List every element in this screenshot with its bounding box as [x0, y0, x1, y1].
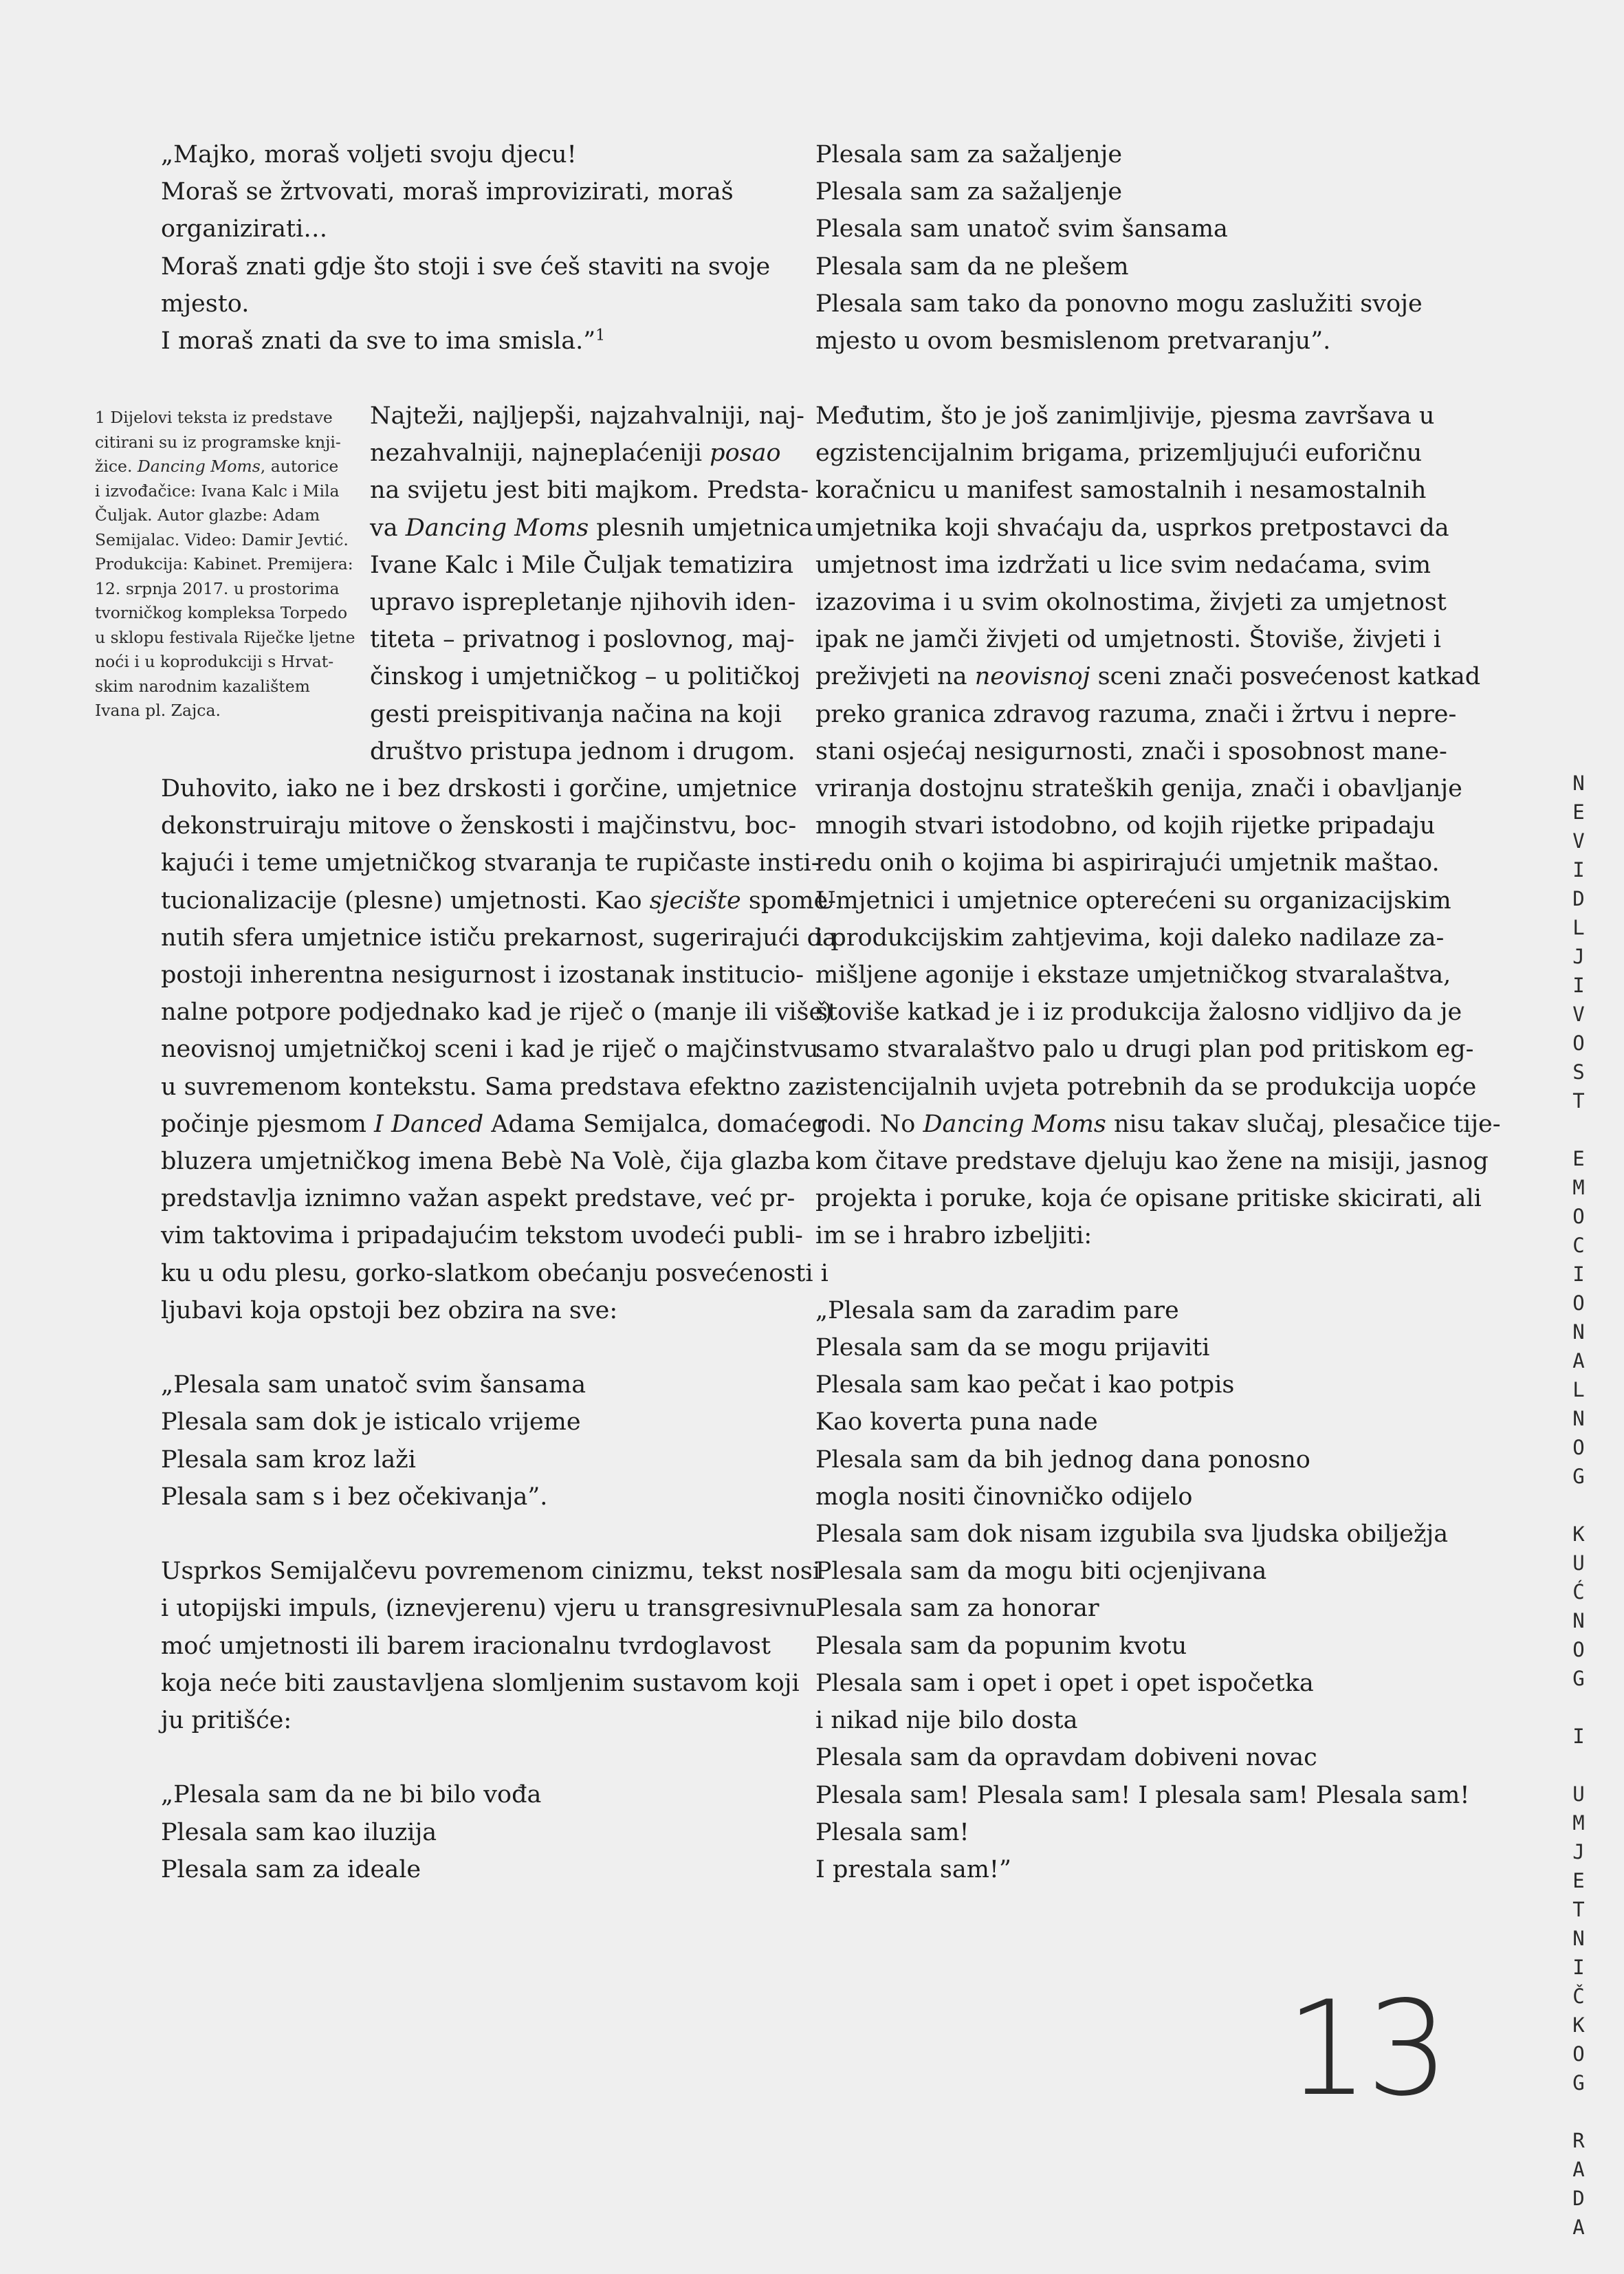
footnote-line: tvorničkog kompleksa Torpedo [95, 603, 348, 622]
running-title-letter: A [1572, 1349, 1585, 1373]
running-title-letter: K [1572, 1522, 1585, 1546]
left-column-line: Usprkos Semijalčevu povremenom cinizmu, tekst nosi [161, 1557, 821, 1586]
running-title-letter [1565, 1115, 1592, 1144]
right-column-line: Plesala sam da opravdam dobiveni novac [815, 1744, 1317, 1772]
right-column-line: mogla nositi činovničko odijelo [815, 1483, 1193, 1511]
left-column-line: „Plesala sam unatoč svim šansama [161, 1371, 586, 1399]
left-column-line: koja neće biti zaustavljena slomljenim sustavom koji [161, 1669, 800, 1697]
opening-quote-line: Moraš znati gdje što stoji i sve ćeš staviti na svoje [161, 252, 771, 281]
right-column-line: mnogih stvari istodobno, od kojih rijetke pripadaju [815, 812, 1436, 840]
opening-quote-line: organizirati… [161, 215, 328, 243]
song-quote-line: Plesala sam za sažaljenje [815, 141, 1123, 168]
running-title-letter: M [1572, 1811, 1585, 1835]
left-column-line: vim taktovima i pripadajućim tekstom uvodeći publi- [161, 1222, 803, 1250]
running-title-letter: O [1572, 2042, 1585, 2066]
left-column-line: moć umjetnosti ili barem iracionalnu tvrdoglavost [161, 1632, 771, 1660]
right-column-text [815, 397, 1501, 1888]
left-column-line: Plesala sam kroz laži [161, 1445, 416, 1474]
right-column-line: štoviše katkad je i iz produkcija žalosno vidljivo da je [815, 998, 1462, 1027]
left-column-line: dekonstruiraju mitove o ženskosti i majčinstvu, boc- [161, 812, 797, 840]
left-column-line: va Dancing Moms plesnih umjetnica [370, 514, 813, 542]
footnote-line: 12. srpnja 2017. u prostorima [95, 578, 340, 598]
running-title-letter: O [1572, 1436, 1585, 1459]
right-column-line: Plesala sam da se mogu prijaviti [815, 1334, 1210, 1362]
right-column-line: ipak ne jamči živjeti od umjetnosti. Štoviše, živjeti i [815, 626, 1441, 654]
running-title-letter: T [1572, 1898, 1585, 1921]
left-column-line: Plesala sam dok je isticalo vrijeme [161, 1408, 581, 1436]
right-column-line: Plesala sam da popunim kvotu [815, 1632, 1187, 1660]
opening-quote [161, 136, 770, 360]
opening-quote-line: Moraš se žrtvovati, moraš improvizirati, moraš [161, 178, 734, 206]
paragraph-gap [161, 1516, 837, 1553]
left-column-line: društvo pristupa jednom i drugom. [370, 737, 795, 765]
opening-quote-line: I moraš znati da sve to ima smisla.”$^1$ [161, 327, 606, 356]
running-title-letter: N [1572, 772, 1585, 795]
running-title-letter: T [1572, 1089, 1585, 1113]
paragraph-gap [815, 1255, 1501, 1292]
left-column-line: u suvremenom kontekstu. Sama predstava efektno za- [161, 1073, 824, 1101]
page-number: 13 [1286, 1973, 1447, 2125]
right-column-line: redu onih o kojima bi aspirirajući umjetnik maštao. [815, 849, 1440, 877]
footnote-line: žice. Dancing Moms, autorice [95, 457, 339, 476]
right-column-line: vriranja dostojnu strateških genija, znači i obavljanje [815, 775, 1462, 803]
running-title-letter: Ć [1572, 1580, 1585, 1604]
left-column-line: nalne potpore podjednako kad je riječ o (manje ili više) [161, 998, 833, 1027]
left-column-line: tucionalizacije (plesne) umjetnosti. Kao sjecište spome- [161, 886, 837, 915]
paragraph-gap [161, 1329, 837, 1366]
right-column-line: Plesala sam kao pečat i kao potpis [815, 1371, 1235, 1399]
left-column-line: Plesala sam kao iluzija [161, 1818, 437, 1846]
running-title-letter: R [1572, 2129, 1585, 2152]
running-title-letter: U [1572, 1551, 1585, 1575]
running-title-letter: D [1572, 2187, 1585, 2210]
running-title-letter: I [1572, 1725, 1585, 1748]
running-title-letter: K [1572, 2013, 1585, 2037]
left-column-line: ju pritišće: [161, 1707, 292, 1735]
running-title-letter: O [1572, 1291, 1585, 1315]
left-column-line: postoji inherentna nesigurnost i izostanak institucio- [161, 961, 804, 990]
left-column-line: gesti preispitivanja načina na koji [370, 700, 782, 728]
right-column-line: Plesala sam dok nisam izgubila sva ljudska obilježja [815, 1520, 1449, 1549]
running-title-letter: O [1572, 1638, 1585, 1661]
right-column-line: egzistencijalnim brigama, prizemljujući euforičnu [815, 439, 1423, 468]
footnote-line: citirani su iz programske knji- [95, 432, 341, 452]
left-column-line: ku u odu plesu, gorko-slatkom obećanju posvećenosti i [161, 1259, 829, 1287]
footnote-line: Ivana pl. Zajca. [95, 701, 221, 720]
opening-quote-line: „Majko, moraš voljeti svoju djecu! [161, 141, 577, 168]
right-column-line: projekta i poruke, koja će opisane pritiske skicirati, ali [815, 1185, 1482, 1213]
right-column-line: umjetnost ima izdržati u lice svim nedaćama, svim [815, 551, 1431, 579]
running-title-letter: G [1572, 1465, 1585, 1488]
footnote-line: Semijalac. Video: Damir Jevtić. [95, 529, 349, 549]
paragraph-gap [161, 1739, 837, 1776]
song-quote-line: Plesala sam za sažaljenje [815, 178, 1123, 206]
running-title-letter: O [1572, 1205, 1585, 1228]
running-title-letter: N [1572, 1609, 1585, 1632]
left-column-line: neovisnoj umjetničkoj sceni i kad je riječ o majčinstvu [161, 1036, 819, 1064]
running-title-letter: L [1572, 916, 1585, 939]
running-title-letter: A [1572, 2158, 1585, 2181]
footnote-line: Produkcija: Kabinet. Premijera: [95, 554, 353, 573]
running-title-letter: G [1572, 2071, 1585, 2095]
left-column-line: bluzera umjetničkog imena Bebè Na Volè, čija glazba [161, 1148, 811, 1176]
running-title-letter: E [1572, 1869, 1585, 1892]
running-title-letter: I [1572, 1262, 1585, 1286]
running-title-letter: E [1572, 1147, 1585, 1170]
left-column-line: predstavlja iznimno važan aspekt predstave, već pr- [161, 1185, 795, 1213]
right-column-line: I prestala sam!” [815, 1855, 1011, 1883]
left-column-line: „Plesala sam da ne bi bilo vođa [161, 1781, 542, 1809]
song-quote-line: Plesala sam tako da ponovno mogu zaslužiti svoje [815, 289, 1423, 318]
right-column-line: preživjeti na neovisnoj sceni znači posvećenost katkad [815, 663, 1481, 691]
running-title-letter: E [1572, 800, 1585, 824]
song-quote-line: Plesala sam unatoč svim šansama [815, 215, 1228, 243]
song-quote-continued [815, 136, 1423, 360]
opening-quote-line: mjesto. [161, 289, 250, 318]
running-title-letter: V [1572, 1003, 1585, 1026]
song-quote-line: Plesala sam da ne plešem [815, 252, 1129, 281]
right-column-line: „Plesala sam da zaradim pare [815, 1296, 1179, 1324]
right-column-line: Međutim, što je još zanimljivije, pjesma završava u [815, 402, 1435, 430]
right-column-line: i produkcijskim zahtjevima, koji daleko nadilaze za- [815, 923, 1445, 952]
footnote-reference: 1 [595, 327, 606, 345]
left-column-line: Najteži, najljepši, najzahvalniji, naj- [370, 402, 804, 430]
right-column-line: rodi. No Dancing Moms nisu takav slučaj, plesačice tije- [815, 1110, 1501, 1138]
left-column-text [161, 397, 837, 1888]
left-column-line: Plesala sam s i bez očekivanja”. [161, 1483, 548, 1511]
right-column-line: im se i hrabro izbeljiti: [815, 1222, 1093, 1250]
right-column-line: izazovima i u svim okolnostima, živjeti za umjetnost [815, 589, 1447, 617]
running-title-letter: L [1572, 1378, 1585, 1401]
left-column-line: nezahvalniji, najneplaćeniji posao [370, 439, 781, 468]
right-column-line: preko granica zdravog razuma, znači i žrtvu i nepre- [815, 700, 1457, 728]
running-title-letter: Č [1572, 1985, 1585, 2008]
running-title-letter: O [1572, 1031, 1585, 1055]
left-column-line: Duhovito, iako ne i bez drskosti i gorčine, umjetnice [161, 775, 798, 803]
left-column-line: kajući i teme umjetničkog stvaranja te rupičaste insti- [161, 849, 820, 877]
right-column-line: Plesala sam za honorar [815, 1595, 1099, 1623]
footnote-line: u sklopu festivala Riječke ljetne [95, 627, 355, 647]
right-column-line: Plesala sam! [815, 1818, 969, 1846]
right-column-line: zistencijalnih uvjeta potrebnih da se produkcija uopće [815, 1073, 1477, 1101]
left-column-line: i utopijski impuls, (iznevjerenu) vjeru u transgresivnu [161, 1595, 817, 1623]
running-title-letter: N [1572, 1320, 1585, 1344]
right-column-line: Kao koverta puna nade [815, 1408, 1098, 1436]
running-title-letter [1565, 2097, 1592, 2126]
right-column-line: Plesala sam! Plesala sam! I plesala sam! Plesala sam! [815, 1781, 1470, 1809]
running-title-letter: G [1572, 1667, 1585, 1690]
footnote-line: skim narodnim kazalištem [95, 676, 310, 696]
left-column-line: činskog i umjetničkog – u političkoj [370, 663, 801, 691]
running-title-letter [1565, 1693, 1592, 1722]
running-title-letter: V [1572, 829, 1585, 853]
footnote-line: Čuljak. Autor glazbe: Adam [95, 505, 320, 525]
running-title-letter [1565, 1491, 1592, 1520]
running-title-letter: N [1572, 1407, 1585, 1430]
running-title-letter [1565, 1751, 1592, 1780]
running-title-letter: I [1572, 974, 1585, 997]
running-title-letter: J [1572, 1840, 1585, 1863]
running-title-letter: A [1572, 2216, 1585, 2239]
left-column-line: na svijetu jest biti majkom. Predsta- [370, 477, 809, 505]
right-column-line: Plesala sam da mogu biti ocjenjivana [815, 1557, 1267, 1586]
right-column-line: koračnicu u manifest samostalnih i nesamostalnih [815, 477, 1427, 505]
right-column-line: stani osjećaj nesigurnosti, znači i sposobnost mane- [815, 737, 1447, 765]
running-title-letter: U [1572, 1782, 1585, 1806]
running-title-letter: M [1572, 1176, 1585, 1199]
running-title-letter: S [1572, 1060, 1585, 1084]
left-column-line: titeta – privatnog i poslovnog, maj- [370, 626, 795, 654]
left-column-line: počinje pjesmom I Danced Adama Semijalca, domaćeg [161, 1110, 827, 1138]
running-title-letter: N [1572, 1927, 1585, 1950]
right-column-line: Plesala sam i opet i opet i opet ispočetka [815, 1669, 1314, 1697]
footnote-line: i izvođačice: Ivana Kalc i Mila [95, 481, 340, 501]
running-title-letter: J [1572, 945, 1585, 968]
left-column-line: nutih sfera umjetnice ističu prekarnost, sugerirajući da [161, 923, 837, 952]
right-column-line: Plesala sam da bih jednog dana ponosno [815, 1445, 1310, 1474]
running-title-vertical [1565, 769, 1592, 2242]
right-column-line: Umjetnici i umjetnice opterećeni su organizacijskim [815, 886, 1451, 915]
right-column-line: mišljene agonije i ekstaze umjetničkog stvaralaštva, [815, 961, 1451, 990]
song-quote-line: mjesto u ovom besmislenom pretvaranju”. [815, 327, 1331, 356]
right-column-line: kom čitave predstave djeluju kao žene na misiji, jasnog [815, 1148, 1489, 1176]
footnote-line: noći i u koprodukciji s Hrvat- [95, 652, 334, 671]
footnote-line: 1 Dijelovi teksta iz predstave [95, 408, 333, 427]
running-title-letter: C [1572, 1234, 1585, 1257]
running-title-letter: D [1572, 887, 1585, 910]
running-title-letter: I [1572, 1956, 1585, 1979]
running-title-letter: I [1572, 858, 1585, 882]
right-column-line: umjetnika koji shvaćaju da, usprkos pretpostavci da [815, 514, 1449, 542]
right-column-line: samo stvaralaštvo palo u drugi plan pod pritiskom eg- [815, 1036, 1474, 1064]
left-column-line: Ivane Kalc i Mile Čuljak tematizira [370, 551, 794, 579]
left-column-line: Plesala sam za ideale [161, 1855, 421, 1883]
right-column-line: i nikad nije bilo dosta [815, 1707, 1078, 1735]
left-column-line: upravo isprepletanje njihovih iden- [370, 589, 796, 617]
left-column-line: ljubavi koja opstoji bez obzira na sve: [161, 1296, 618, 1324]
